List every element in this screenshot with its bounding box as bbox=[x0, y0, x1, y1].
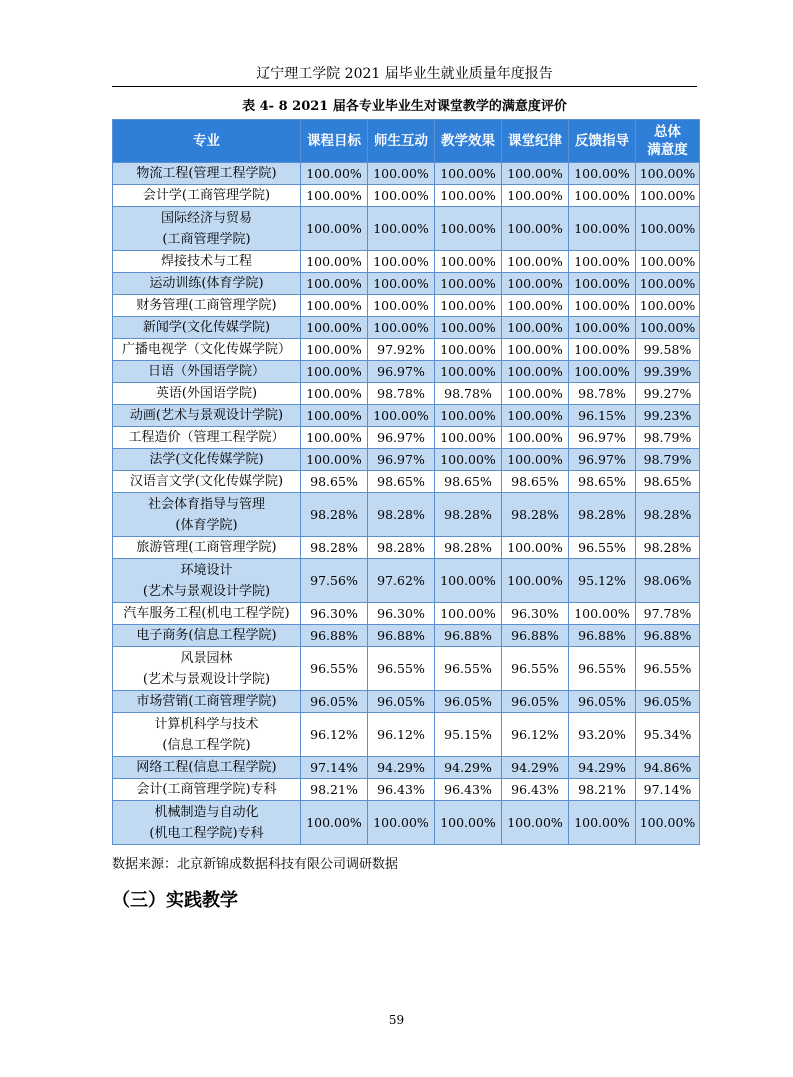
score-cell: 98.79% bbox=[636, 449, 700, 471]
column-header-interaction: 师生互动 bbox=[368, 120, 435, 163]
score-cell: 100.00% bbox=[636, 185, 700, 207]
score-cell: 99.27% bbox=[636, 383, 700, 405]
score-cell: 98.28% bbox=[435, 537, 502, 559]
score-cell: 100.00% bbox=[502, 537, 569, 559]
table-row bbox=[113, 471, 700, 493]
score-cell: 100.00% bbox=[301, 185, 368, 207]
major-name-cell bbox=[113, 757, 301, 779]
score-cell: 100.00% bbox=[569, 339, 636, 361]
score-cell: 96.55% bbox=[435, 647, 502, 691]
table-row bbox=[113, 779, 700, 801]
major-name-line: (机电工程学院)专科 bbox=[149, 825, 264, 841]
major-name-cell bbox=[113, 295, 301, 317]
score-cell: 94.29% bbox=[502, 757, 569, 779]
score-cell: 96.88% bbox=[301, 625, 368, 647]
score-cell: 96.30% bbox=[368, 603, 435, 625]
major-name-line: 动画(艺术与景观设计学院) bbox=[129, 408, 284, 423]
score-cell: 96.43% bbox=[502, 779, 569, 801]
major-name-cell bbox=[113, 163, 301, 185]
score-cell: 100.00% bbox=[502, 801, 569, 845]
score-cell: 98.28% bbox=[301, 537, 368, 559]
major-name-cell bbox=[113, 493, 301, 537]
major-name-line: (体育学院) bbox=[175, 517, 238, 533]
score-cell: 96.88% bbox=[435, 625, 502, 647]
score-cell: 100.00% bbox=[569, 603, 636, 625]
major-name-cell bbox=[113, 647, 301, 691]
score-cell: 97.62% bbox=[368, 559, 435, 603]
score-cell: 95.34% bbox=[636, 713, 700, 757]
score-cell: 98.28% bbox=[368, 493, 435, 537]
major-name-line: (艺术与景观设计学院) bbox=[142, 671, 271, 687]
major-name-line: 新闻学(文化传媒学院) bbox=[142, 320, 271, 335]
major-name-line: 环境设计 bbox=[180, 562, 233, 578]
major-name-line: 财务管理(工商管理学院) bbox=[136, 298, 277, 313]
major-name-line: 日语（外国语学院） bbox=[147, 364, 265, 379]
table-row bbox=[113, 449, 700, 471]
table-row bbox=[113, 647, 700, 691]
table-row bbox=[113, 559, 700, 603]
major-name-cell bbox=[113, 361, 301, 383]
table-header-row bbox=[113, 120, 700, 163]
score-cell: 100.00% bbox=[569, 251, 636, 273]
score-cell: 96.55% bbox=[301, 647, 368, 691]
major-name-line: 焊接技术与工程 bbox=[160, 254, 252, 269]
score-cell: 98.06% bbox=[636, 559, 700, 603]
major-name-cell bbox=[113, 779, 301, 801]
score-cell: 100.00% bbox=[435, 207, 502, 251]
score-cell: 100.00% bbox=[636, 317, 700, 339]
score-cell: 96.05% bbox=[636, 691, 700, 713]
column-header-overall-line1: 总体 bbox=[654, 124, 681, 140]
score-cell: 100.00% bbox=[368, 801, 435, 845]
score-cell: 100.00% bbox=[301, 361, 368, 383]
score-cell: 100.00% bbox=[301, 427, 368, 449]
score-cell: 100.00% bbox=[435, 559, 502, 603]
table-row bbox=[113, 493, 700, 537]
table-row bbox=[113, 757, 700, 779]
score-cell: 97.56% bbox=[301, 559, 368, 603]
score-cell: 100.00% bbox=[569, 801, 636, 845]
score-cell: 100.00% bbox=[435, 405, 502, 427]
table-row bbox=[113, 295, 700, 317]
score-cell: 100.00% bbox=[301, 449, 368, 471]
score-cell: 98.65% bbox=[502, 471, 569, 493]
score-cell: 94.86% bbox=[636, 757, 700, 779]
major-name-cell bbox=[113, 801, 301, 845]
score-cell: 98.78% bbox=[368, 383, 435, 405]
score-cell: 100.00% bbox=[301, 339, 368, 361]
score-cell: 98.28% bbox=[502, 493, 569, 537]
score-cell: 100.00% bbox=[368, 185, 435, 207]
major-name-cell bbox=[113, 559, 301, 603]
score-cell: 96.15% bbox=[569, 405, 636, 427]
score-cell: 100.00% bbox=[502, 207, 569, 251]
score-cell: 100.00% bbox=[368, 405, 435, 427]
major-name-cell bbox=[113, 339, 301, 361]
data-source-note: 数据来源：北京新锦成数据科技有限公司调研数据 bbox=[112, 857, 399, 872]
score-cell: 100.00% bbox=[569, 207, 636, 251]
table-row bbox=[113, 361, 700, 383]
score-cell: 96.05% bbox=[435, 691, 502, 713]
table-row bbox=[113, 185, 700, 207]
major-name-line: 广播电视学（文化传媒学院） bbox=[121, 342, 291, 357]
major-name-line: 工程造价（管理工程学院） bbox=[128, 430, 285, 445]
score-cell: 95.12% bbox=[569, 559, 636, 603]
score-cell: 100.00% bbox=[502, 361, 569, 383]
score-cell: 100.00% bbox=[301, 251, 368, 273]
score-cell: 97.78% bbox=[636, 603, 700, 625]
score-cell: 100.00% bbox=[502, 295, 569, 317]
major-name-line: 汉语言文学(文化传媒学院) bbox=[129, 474, 284, 489]
score-cell: 97.14% bbox=[636, 779, 700, 801]
table-row bbox=[113, 317, 700, 339]
table-row bbox=[113, 251, 700, 273]
score-cell: 96.88% bbox=[636, 625, 700, 647]
score-cell: 96.55% bbox=[569, 647, 636, 691]
score-cell: 98.28% bbox=[636, 537, 700, 559]
report-header: 辽宁理工学院 2021 届毕业生就业质量年度报告 bbox=[256, 66, 553, 82]
score-cell: 100.00% bbox=[569, 273, 636, 295]
score-cell: 98.28% bbox=[569, 493, 636, 537]
score-cell: 98.28% bbox=[368, 537, 435, 559]
major-name-cell bbox=[113, 713, 301, 757]
header-divider bbox=[112, 86, 697, 87]
major-name-cell bbox=[113, 207, 301, 251]
column-header-overall bbox=[636, 120, 700, 163]
score-cell: 100.00% bbox=[368, 273, 435, 295]
score-cell: 100.00% bbox=[368, 251, 435, 273]
table-caption: 表 4- 8 2021 届各专业毕业生对课堂教学的满意度评价 bbox=[242, 99, 567, 114]
score-cell: 100.00% bbox=[502, 427, 569, 449]
major-name-line: (信息工程学院) bbox=[162, 737, 251, 753]
table-row bbox=[113, 801, 700, 845]
score-cell: 96.97% bbox=[368, 449, 435, 471]
score-cell: 100.00% bbox=[502, 383, 569, 405]
score-cell: 99.39% bbox=[636, 361, 700, 383]
score-cell: 96.05% bbox=[301, 691, 368, 713]
score-cell: 96.12% bbox=[301, 713, 368, 757]
score-cell: 98.65% bbox=[636, 471, 700, 493]
score-cell: 100.00% bbox=[301, 295, 368, 317]
score-cell: 100.00% bbox=[569, 295, 636, 317]
score-cell: 98.21% bbox=[301, 779, 368, 801]
major-name-line: 国际经济与贸易 bbox=[160, 210, 252, 226]
score-cell: 100.00% bbox=[502, 559, 569, 603]
score-cell: 96.97% bbox=[368, 361, 435, 383]
table-row bbox=[113, 603, 700, 625]
score-cell: 100.00% bbox=[636, 207, 700, 251]
score-cell: 96.55% bbox=[636, 647, 700, 691]
score-cell: 100.00% bbox=[502, 405, 569, 427]
major-name-line: 会计(工商管理学院)专科 bbox=[136, 782, 277, 797]
score-cell: 96.88% bbox=[368, 625, 435, 647]
score-cell: 100.00% bbox=[301, 207, 368, 251]
score-cell: 94.29% bbox=[368, 757, 435, 779]
section-heading: （三）实践教学 bbox=[112, 890, 238, 911]
score-cell: 100.00% bbox=[435, 449, 502, 471]
major-name-cell bbox=[113, 251, 301, 273]
score-cell: 100.00% bbox=[301, 273, 368, 295]
score-cell: 98.65% bbox=[368, 471, 435, 493]
column-header-major: 专业 bbox=[113, 120, 301, 163]
score-cell: 98.28% bbox=[636, 493, 700, 537]
score-cell: 100.00% bbox=[368, 295, 435, 317]
score-cell: 98.78% bbox=[435, 383, 502, 405]
score-cell: 100.00% bbox=[569, 163, 636, 185]
score-cell: 100.00% bbox=[435, 361, 502, 383]
score-cell: 98.28% bbox=[301, 493, 368, 537]
major-name-line: 社会体育指导与管理 bbox=[147, 496, 265, 512]
score-cell: 100.00% bbox=[569, 361, 636, 383]
score-cell: 98.21% bbox=[569, 779, 636, 801]
table-row bbox=[113, 691, 700, 713]
score-cell: 100.00% bbox=[502, 273, 569, 295]
score-cell: 100.00% bbox=[435, 801, 502, 845]
score-cell: 96.55% bbox=[502, 647, 569, 691]
score-cell: 98.78% bbox=[569, 383, 636, 405]
major-name-line: 英语(外国语学院) bbox=[155, 386, 258, 401]
score-cell: 100.00% bbox=[636, 163, 700, 185]
major-name-line: 风景园林 bbox=[180, 650, 233, 666]
score-cell: 100.00% bbox=[502, 339, 569, 361]
major-name-line: (艺术与景观设计学院) bbox=[142, 583, 271, 599]
score-cell: 100.00% bbox=[636, 295, 700, 317]
score-cell: 98.65% bbox=[435, 471, 502, 493]
table-row bbox=[113, 405, 700, 427]
score-cell: 96.30% bbox=[301, 603, 368, 625]
score-cell: 93.20% bbox=[569, 713, 636, 757]
major-name-line: 会计学(工商管理学院) bbox=[142, 188, 271, 203]
table-row bbox=[113, 713, 700, 757]
score-cell: 100.00% bbox=[368, 207, 435, 251]
score-cell: 100.00% bbox=[502, 163, 569, 185]
score-cell: 96.05% bbox=[368, 691, 435, 713]
score-cell: 100.00% bbox=[435, 339, 502, 361]
score-cell: 98.28% bbox=[435, 493, 502, 537]
score-cell: 96.12% bbox=[502, 713, 569, 757]
major-name-cell bbox=[113, 537, 301, 559]
score-cell: 98.79% bbox=[636, 427, 700, 449]
score-cell: 100.00% bbox=[636, 251, 700, 273]
score-cell: 94.29% bbox=[569, 757, 636, 779]
score-cell: 96.97% bbox=[569, 427, 636, 449]
score-cell: 100.00% bbox=[435, 273, 502, 295]
major-name-line: (工商管理学院) bbox=[162, 231, 251, 247]
major-name-cell bbox=[113, 317, 301, 339]
score-cell: 100.00% bbox=[569, 317, 636, 339]
column-header-overall-line2: 满意度 bbox=[647, 142, 688, 158]
table-body bbox=[113, 163, 700, 845]
score-cell: 100.00% bbox=[435, 317, 502, 339]
major-name-cell bbox=[113, 471, 301, 493]
score-cell: 100.00% bbox=[502, 317, 569, 339]
score-cell: 96.97% bbox=[368, 427, 435, 449]
score-cell: 96.43% bbox=[435, 779, 502, 801]
major-name-line: 汽车服务工程(机电工程学院) bbox=[123, 606, 290, 621]
major-name-line: 市场营销(工商管理学院) bbox=[136, 694, 277, 709]
major-name-line: 法学(文化传媒学院) bbox=[149, 452, 264, 467]
major-name-line: 网络工程(信息工程学院) bbox=[136, 760, 277, 775]
table-row bbox=[113, 207, 700, 251]
score-cell: 99.58% bbox=[636, 339, 700, 361]
table-row bbox=[113, 383, 700, 405]
major-name-cell bbox=[113, 691, 301, 713]
table-row bbox=[113, 273, 700, 295]
major-name-cell bbox=[113, 449, 301, 471]
score-cell: 100.00% bbox=[301, 317, 368, 339]
score-cell: 100.00% bbox=[502, 185, 569, 207]
column-header-feedback: 反馈指导 bbox=[569, 120, 636, 163]
table-row bbox=[113, 625, 700, 647]
table-row bbox=[113, 339, 700, 361]
major-name-line: 物流工程(管理工程学院) bbox=[136, 166, 277, 181]
score-cell: 100.00% bbox=[301, 405, 368, 427]
major-name-line: 电子商务(信息工程学院) bbox=[136, 628, 277, 643]
major-name-cell bbox=[113, 427, 301, 449]
score-cell: 95.15% bbox=[435, 713, 502, 757]
score-cell: 100.00% bbox=[301, 383, 368, 405]
score-cell: 96.55% bbox=[569, 537, 636, 559]
score-cell: 100.00% bbox=[368, 163, 435, 185]
major-name-line: 旅游管理(工商管理学院) bbox=[136, 540, 277, 555]
score-cell: 100.00% bbox=[301, 163, 368, 185]
score-cell: 96.05% bbox=[502, 691, 569, 713]
score-cell: 94.29% bbox=[435, 757, 502, 779]
score-cell: 96.88% bbox=[569, 625, 636, 647]
major-name-line: 计算机科学与技术 bbox=[154, 716, 259, 732]
major-name-cell bbox=[113, 185, 301, 207]
score-cell: 100.00% bbox=[435, 427, 502, 449]
score-cell: 97.14% bbox=[301, 757, 368, 779]
score-cell: 100.00% bbox=[435, 603, 502, 625]
score-cell: 96.43% bbox=[368, 779, 435, 801]
score-cell: 100.00% bbox=[502, 251, 569, 273]
page-number: 59 bbox=[388, 1013, 405, 1027]
major-name-cell bbox=[113, 405, 301, 427]
column-header-course-goal: 课程目标 bbox=[301, 120, 368, 163]
score-cell: 100.00% bbox=[569, 185, 636, 207]
table-row bbox=[113, 427, 700, 449]
major-name-cell bbox=[113, 383, 301, 405]
score-cell: 100.00% bbox=[435, 163, 502, 185]
score-cell: 100.00% bbox=[435, 251, 502, 273]
score-cell: 100.00% bbox=[435, 295, 502, 317]
major-name-cell bbox=[113, 273, 301, 295]
table-row bbox=[113, 537, 700, 559]
score-cell: 100.00% bbox=[368, 317, 435, 339]
satisfaction-table bbox=[112, 119, 700, 845]
score-cell: 96.97% bbox=[569, 449, 636, 471]
score-cell: 96.88% bbox=[502, 625, 569, 647]
score-cell: 98.65% bbox=[301, 471, 368, 493]
score-cell: 96.55% bbox=[368, 647, 435, 691]
score-cell: 98.65% bbox=[569, 471, 636, 493]
major-name-cell bbox=[113, 603, 301, 625]
score-cell: 100.00% bbox=[301, 801, 368, 845]
column-header-discipline: 课堂纪律 bbox=[502, 120, 569, 163]
score-cell: 99.23% bbox=[636, 405, 700, 427]
major-name-line: 运动训练(体育学院) bbox=[149, 276, 264, 291]
score-cell: 97.92% bbox=[368, 339, 435, 361]
score-cell: 96.05% bbox=[569, 691, 636, 713]
score-cell: 100.00% bbox=[636, 273, 700, 295]
column-header-teaching-effect: 教学效果 bbox=[435, 120, 502, 163]
score-cell: 96.30% bbox=[502, 603, 569, 625]
score-cell: 96.12% bbox=[368, 713, 435, 757]
score-cell: 100.00% bbox=[502, 449, 569, 471]
table-row bbox=[113, 163, 700, 185]
score-cell: 100.00% bbox=[435, 185, 502, 207]
score-cell: 100.00% bbox=[636, 801, 700, 845]
major-name-cell bbox=[113, 625, 301, 647]
major-name-line: 机械制造与自动化 bbox=[154, 804, 259, 820]
